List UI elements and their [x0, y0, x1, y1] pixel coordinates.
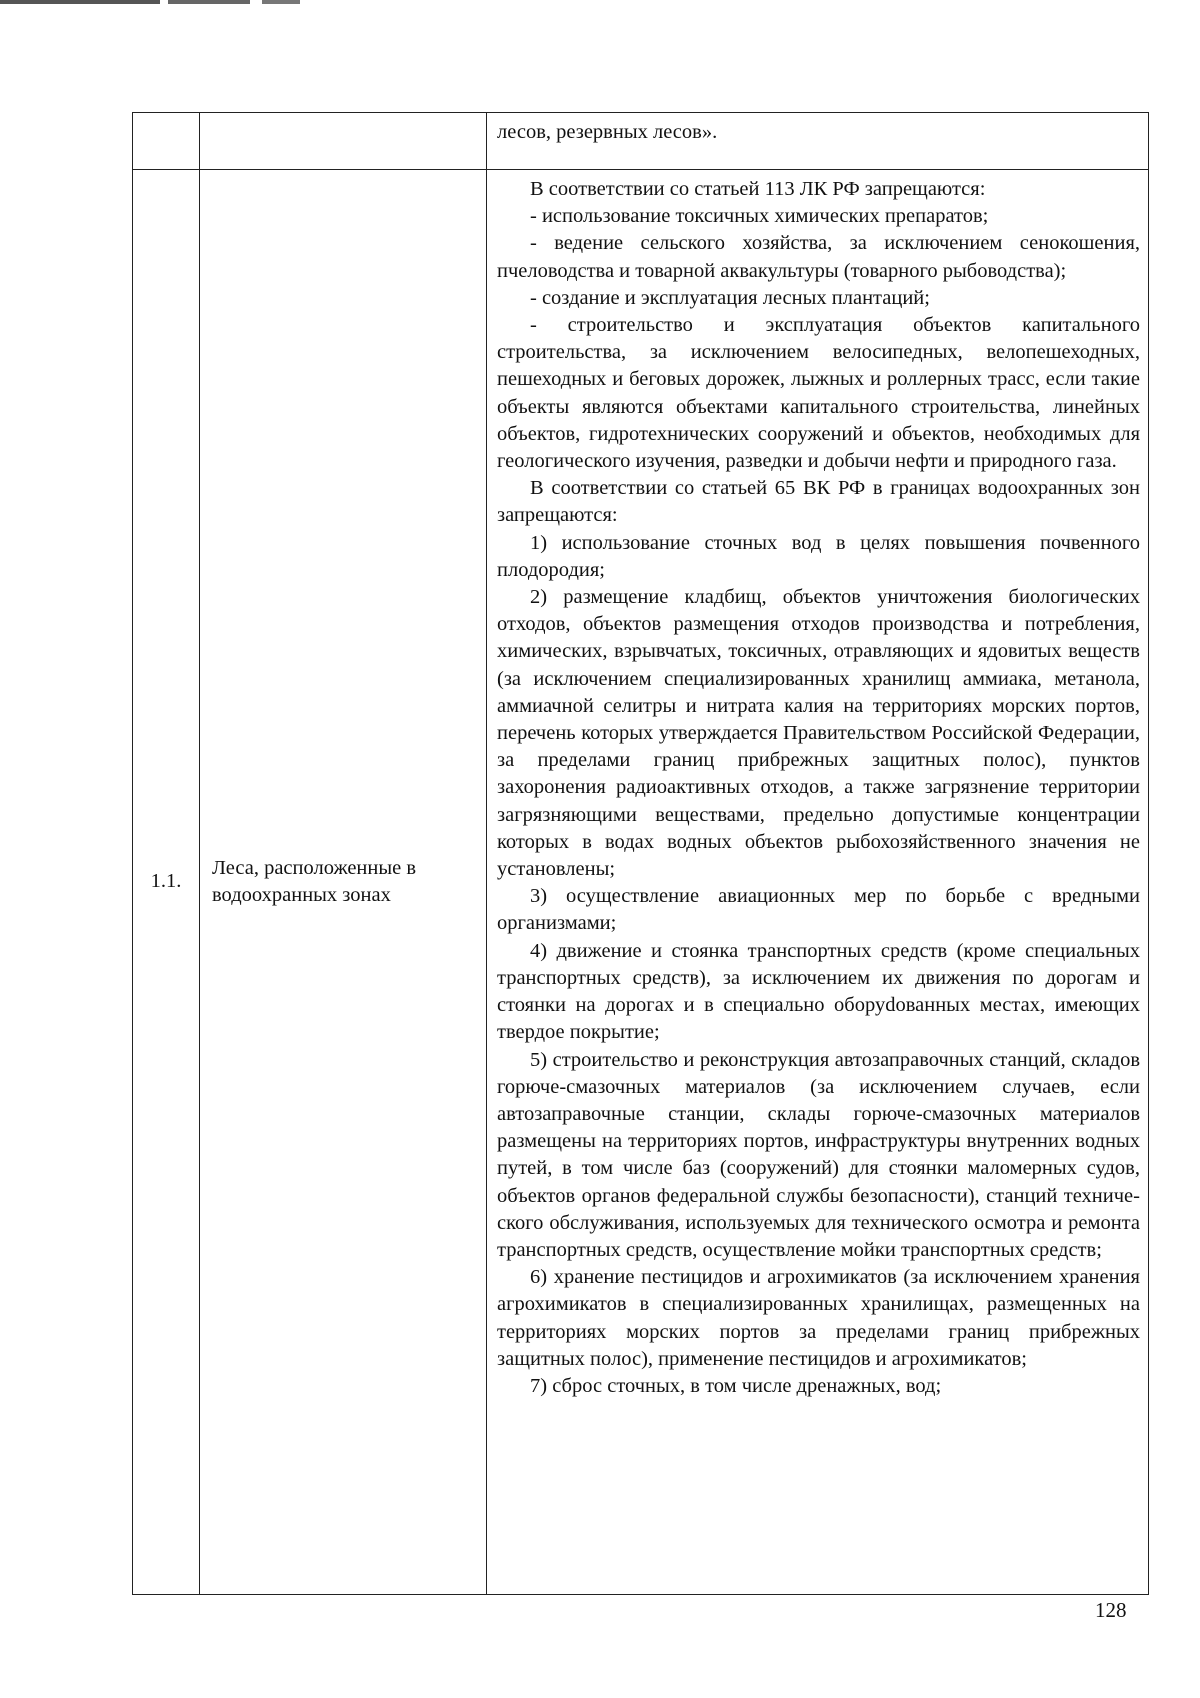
name-cell-empty	[200, 113, 487, 170]
table-row	[133, 170, 1149, 1595]
row-name: Леса, расположенные в водоохранных зонах	[200, 170, 487, 1595]
row-number: 1.1.	[133, 170, 200, 1595]
row-text	[487, 170, 1149, 1595]
paragraph: - использование токсичных химических препаратов;	[530, 205, 989, 228]
paragraph: 3) осуществление авиационных мер по борьбе с вредными организмами;	[497, 885, 1140, 935]
paragraph: - ведение сельского хозяйства, за исключением сенокошения, пчеловодства и товарной аквакультуры (товарного рыбоводства);	[497, 232, 1140, 282]
continuation-text: лесов, резервных лесов».	[487, 113, 1149, 170]
paragraph: В соответствии со статьей 65 ВК РФ в границах водоохранных зон запрещаются:	[497, 477, 1140, 527]
paragraph: В соответствии со статьей 113 ЛК РФ запрещаются:	[530, 178, 986, 200]
paragraph: - строительство и эксплуатация объектов капитального строительства, за исключением велосипедных, велопешеходных, пешеходных и беговых дорожек, лыжных и роллерных трасс, если такие объекты являются объектами капитального строительства, линейных объектов, гидротехнических сооружений и объектов, необходимых для геологического изучения, разведки и добычи нефти и природного газа.	[497, 314, 1140, 473]
regulation-table	[132, 112, 1149, 1595]
paragraph: 6) хранение пестицидов и агрохимикатов (за исключением хранения агрохимикатов в специализированных хранилищах, размещенных на территориях морских портов за пределами границ прибрежных защитных полос), применение пестицидов и агрохимикатов;	[497, 1266, 1140, 1370]
scan-edge-mark	[0, 0, 330, 4]
paragraph: 4) движение и стоянка транспортных средств (кроме специальных транспортных средств), за исключением их движения по дорогам и стоянки на дорогах и в специально оборуdованных местах, имеющих твердое покрытие;	[497, 939, 1140, 1044]
page-number: 128	[1095, 1598, 1127, 1622]
number-cell-empty	[133, 113, 200, 170]
continuation-row	[133, 113, 1149, 170]
paragraph: 2) размещение кладбищ, объектов уничтожения биологических отходов, объектов размещения отходов производства и потребления, химических, взрывчатых, токсичных, отравляющих и ядовитых веществ (за исключением специализированных хранилищ аммиака, метанола, аммиачной селитры и нитрата калия на территориях морских портов, перечень которых утверждается Правительством Российской Федерации, за пределами границ прибрежных защитных полос), пунктов захоронения радиоактивных отходов, а также загрязнение территории загрязняющими веществами, предельно допустимые концентрации которых в водах водных объектов рыбохозяйственного значения не установлены;	[497, 586, 1140, 881]
paragraph: 5) строительство и реконструкция автозаправочных станций, складов горюче-смазочных материалов (за исключением случаев, если автозаправочные станции, склады горюче-смазочных материалов размещены на территориях портов, инфраструктуры внутренних водных путей, в том числе баз (сооружений) для стоянки маломерных судов, объектов органов федеральной службы безопасности), станций технического обслуживания, используемых для технического осмотра и ремонта транспортных средств, осуществление мойки транспортных средств;	[497, 1048, 1140, 1261]
paragraph: - создание и эксплуатация лесных плантаций;	[530, 286, 930, 309]
paragraph: 1) использование сточных вод в целях повышения почвенного плодородия;	[497, 531, 1140, 581]
paragraph: 7) сброс сточных, в том числе дренажных, вод;	[530, 1374, 942, 1397]
